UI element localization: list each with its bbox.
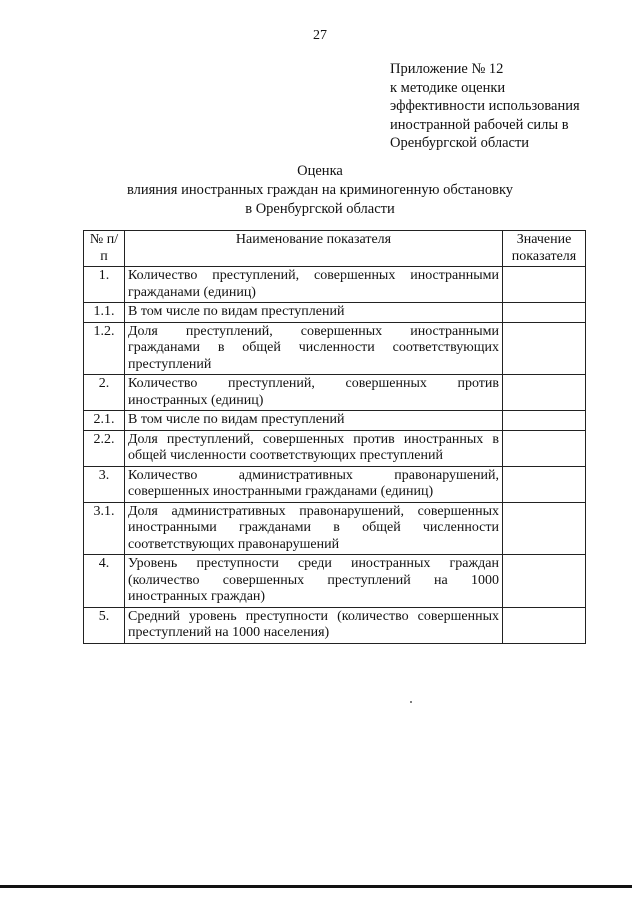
row-indicator-name: Уровень преступности среди иностранных граждан (количество совершенных преступлений на 1000 иностранных граждан) <box>125 555 503 608</box>
row-number: 2.2. <box>84 430 125 466</box>
row-indicator-value <box>503 502 586 555</box>
appendix-note <box>390 60 630 153</box>
row-number: 4. <box>84 555 125 608</box>
title-line: Оценка <box>297 163 343 179</box>
row-indicator-name: Количество преступлений, совершенных против иностранных (единиц) <box>125 375 503 411</box>
indicators-table <box>83 230 586 644</box>
row-indicator-name: В том числе по видам преступлений <box>125 303 503 323</box>
row-indicator-name: В том числе по видам преступлений <box>125 411 503 431</box>
row-indicator-name: Средний уровень преступности (количество совершенных преступлений на 1000 населения) <box>125 607 503 643</box>
table-row <box>84 303 586 323</box>
row-indicator-name: Доля преступлений, совершенных иностранными гражданами в общей численности соответствующих преступлений <box>125 322 503 375</box>
row-indicator-value <box>503 555 586 608</box>
table-row <box>84 430 586 466</box>
row-indicator-value <box>503 322 586 375</box>
row-indicator-value <box>503 375 586 411</box>
row-indicator-value <box>503 430 586 466</box>
table-row <box>84 322 586 375</box>
row-number: 3. <box>84 466 125 502</box>
row-indicator-value <box>503 607 586 643</box>
appendix-line: иностранной рабочей силы в <box>390 116 569 133</box>
scan-speck <box>410 701 412 703</box>
table-header-row <box>84 231 586 267</box>
table-row <box>84 555 586 608</box>
row-number: 1.1. <box>84 303 125 323</box>
header-number: № п/п <box>84 231 125 267</box>
table-row <box>84 466 586 502</box>
page-number: 27 <box>313 28 327 43</box>
bottom-border <box>0 885 632 888</box>
row-indicator-name: Количество административных правонарушений, совершенных иностранными гражданами (единиц) <box>125 466 503 502</box>
row-indicator-name: Доля преступлений, совершенных против иностранных в общей численности соответствующих преступлений <box>125 430 503 466</box>
row-number: 3.1. <box>84 502 125 555</box>
header-indicator-value: Значение показателя <box>503 231 586 267</box>
title-line: в Оренбургской области <box>245 201 395 217</box>
table-row <box>84 375 586 411</box>
row-indicator-value <box>503 303 586 323</box>
row-number: 2.1. <box>84 411 125 431</box>
appendix-line: Приложение № 12 <box>390 61 504 77</box>
row-number: 1. <box>84 267 125 303</box>
table-row <box>84 502 586 555</box>
row-indicator-value <box>503 267 586 303</box>
row-indicator-value <box>503 466 586 502</box>
row-indicator-name: Количество преступлений, совершенных иностранными гражданами (единиц) <box>125 267 503 303</box>
title-line: влияния иностранных граждан на криминогенную обстановку <box>126 182 514 198</box>
table-row <box>84 267 586 303</box>
table-row <box>84 411 586 431</box>
row-indicator-value <box>503 411 586 431</box>
header-indicator-name: Наименование показателя <box>125 231 503 267</box>
appendix-line: эффективности использования <box>390 98 580 114</box>
row-number: 5. <box>84 607 125 643</box>
row-number: 2. <box>84 375 125 411</box>
row-number: 1.2. <box>84 322 125 375</box>
appendix-line: Оренбургской области <box>390 135 530 151</box>
table-row <box>84 607 586 643</box>
row-indicator-name: Доля административных правонарушений, совершенных иностранными гражданами в общей численности соответствующих правонарушений <box>125 502 503 555</box>
appendix-line: к методике оценки <box>390 79 506 96</box>
document-title <box>0 162 640 219</box>
